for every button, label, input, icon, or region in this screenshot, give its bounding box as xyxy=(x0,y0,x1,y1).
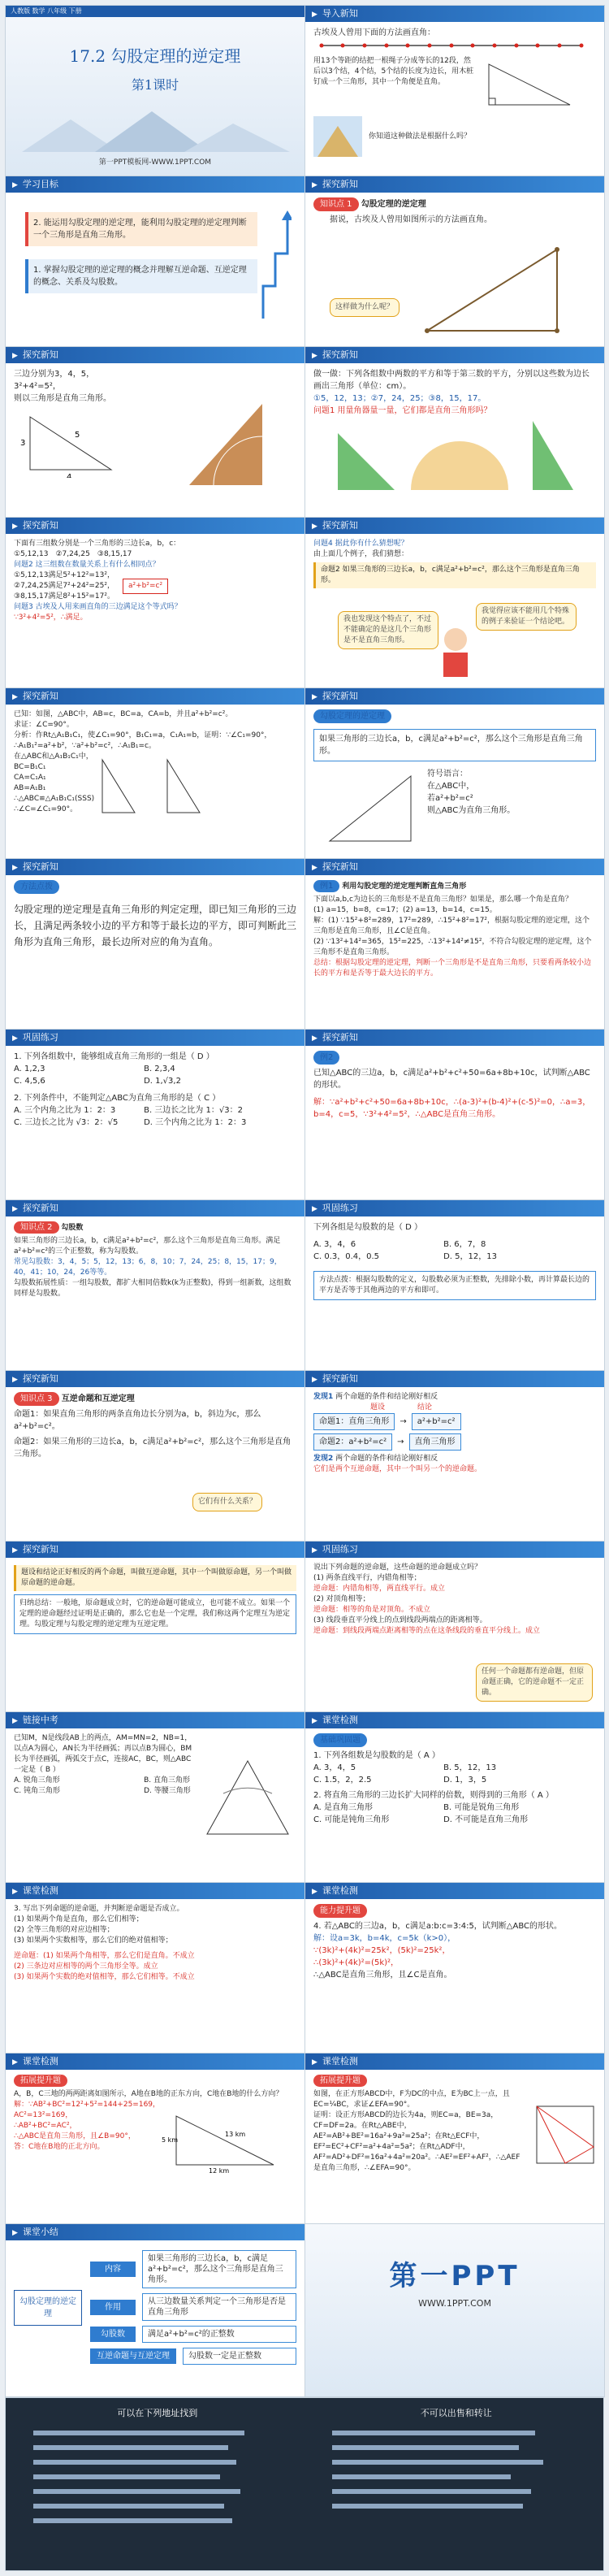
slide-header: ▶ 探究新知 xyxy=(6,688,304,705)
symbol-3: 则△ABC为直角三角形。 xyxy=(427,806,516,815)
proposition-2: 命题2 如果三角形的三边长a，b，c满足a²+b²=c²，那么这个三角形是直角三角形。 xyxy=(313,562,596,588)
slide-check3 xyxy=(304,1882,605,2056)
arrow-right-icon: → xyxy=(400,1417,407,1426)
slide-conjecture xyxy=(304,517,605,691)
option-1d[interactable]: D. 1，3，5 xyxy=(443,1776,487,1785)
question: 说出下列命题的逆命题，这些命题的逆命题成立吗？ xyxy=(313,1563,482,1572)
slide-345 xyxy=(5,346,305,520)
slide-title xyxy=(5,5,305,179)
method-tag: 方法点拨 xyxy=(14,880,59,894)
key-content: 内容 xyxy=(90,2262,136,2277)
speech-bubble-2: 我觉得应该不能用几个特殊的例子来验证一个结论吧。 xyxy=(476,603,577,631)
find-2-text: 两个命题的条件和结论刚好相反 xyxy=(335,1455,438,1463)
slide-check2 xyxy=(5,1882,305,2056)
slide-header: ▶ 课堂小结 xyxy=(6,2224,304,2240)
answer-1: 逆命题：(1) 如果两个角相等，那么它们是直角。不成立 xyxy=(14,1952,195,1960)
option-c[interactable]: C. 钝角三角形 xyxy=(14,1787,61,1795)
slide-proof xyxy=(5,687,305,861)
knowledge-title: 勾股定理的逆定理 xyxy=(361,200,426,209)
breadcrumb: 人教版 数学 八年级 下册 xyxy=(6,6,304,17)
slide-inverse-props xyxy=(5,1370,305,1544)
key-inverse: 互逆命题与互逆定理 xyxy=(90,2348,176,2364)
congruence-3: CA=C₁A₁ xyxy=(14,774,46,782)
slide-header: ▶ 探究新知 xyxy=(6,1371,304,1387)
slide-header: ▶ 课堂检测 xyxy=(305,2053,604,2070)
example-solution: 解：∵a²+b²+c²+50=6a+8b+10c，∴(a-3)²+(b-4)²+(c-5)²=0，∴a=3，b=4，c=5，∵3²+4²=5²，∴△ABC是直角三角形。 xyxy=(313,1098,591,1119)
slide-knowledge1 xyxy=(304,176,605,349)
stairs-arrow-icon xyxy=(259,209,292,323)
answer-q3: ∵3²+4²=5²，∴满足。 xyxy=(14,614,88,622)
congruence-5: ∴△ABC≌△A₁B₁C₁(SSS) xyxy=(14,795,95,803)
question: 4. 若△ABC的三边a，b，c满足a:b:c=3:4:5，试判断△ABC的形状。 xyxy=(313,1922,563,1931)
chevron-right-icon: ▶ xyxy=(12,1205,18,1213)
example-answer-2: (2) ∵13²+14²=365，15²=225，∴13²+14²≠15²，不符合勾股定理的逆定理，这个三角形不是直角三角形。 xyxy=(313,938,592,956)
exam-question: 已知M，N是线段AB上的两点，AM=MN=2，NB=1，以点A为圆心，AN长为半径画弧；再以点B为圆心，BM长为半径画弧，两弧交于点C，连接AC，BC，则△ABC一定是（ B ） xyxy=(14,1734,192,1774)
slide-header: ▶ 课堂检测 xyxy=(305,1712,604,1728)
slide-check4 xyxy=(5,2053,305,2227)
symbol-2: 若a²+b²=c² xyxy=(427,794,473,803)
chevron-right-icon: ▶ xyxy=(12,1546,18,1555)
chevron-right-icon: ▶ xyxy=(12,1034,18,1043)
item-1: (1) 两条直线平行，内错角相等； xyxy=(313,1574,421,1582)
slide-check1 xyxy=(304,1711,605,1885)
row-2: ②7,24,25 xyxy=(55,550,90,558)
speech-bubble-1: 我也发现这个特点了，不过不能确定的是这几个三角形是不是直角三角形。 xyxy=(338,611,438,649)
side-b-label: 4 xyxy=(67,473,72,478)
solution-1: 解：∵AB²+BC²=12²+5²=144+25=169， xyxy=(14,2101,161,2109)
option-2d[interactable]: D. 三个内角之比为 1：2：3 xyxy=(144,1118,247,1127)
triples-note: 勾股数拓展性质：一组勾股数，都扩大相同倍数k(k为正整数)，得到一组新数，这组数同样是勾股数。 xyxy=(14,1279,292,1298)
slide-method xyxy=(5,858,305,1032)
knowledge-tag: 知识点 1 xyxy=(313,197,359,211)
chevron-right-icon: ▶ xyxy=(12,181,18,189)
option-a[interactable]: A. 3，4，6 xyxy=(313,1240,356,1249)
option-1b[interactable]: B. 2,3,4 xyxy=(144,1065,175,1073)
chevron-right-icon: ▶ xyxy=(12,1717,18,1725)
chevron-right-icon: ▶ xyxy=(312,352,317,360)
slide-check5 xyxy=(304,2053,605,2227)
chevron-right-icon: ▶ xyxy=(12,2058,18,2066)
footer-link-list xyxy=(33,2431,277,2561)
knowledge-title: 互逆命题和互逆定理 xyxy=(61,1394,135,1403)
question: 如图，在正方形ABCD中，F为DC的中点，E为BC上一点，且EC=¼BC，求证∠EFA=90°。 xyxy=(313,2090,510,2109)
symbol-label: 符号语言： xyxy=(427,770,468,778)
slide-logo xyxy=(304,2223,605,2397)
brand-logo: 第一PPT xyxy=(389,2260,520,2292)
relation-bubble: 它们有什么关系？ xyxy=(192,1493,262,1511)
solution-4: ∴△ABC是直角三角形，且∠B=90°， xyxy=(14,2132,136,2140)
line-3: 则以三角形是直角三角形。 xyxy=(14,394,111,403)
theorem-tag: 勾股定理的逆定理 xyxy=(313,709,391,723)
chevron-right-icon: ▶ xyxy=(312,523,317,531)
item-2: (2) 全等三角形的对应边相等； xyxy=(14,1926,114,1934)
square-figure xyxy=(533,2102,598,2167)
definition: 题设和结论正好相反的两个命题，叫做互逆命题，其中一个叫做原命题，另一个叫做原命题的逆命题。 xyxy=(14,1565,296,1591)
option-1a[interactable]: A. 3，4，5 xyxy=(313,1763,356,1772)
try-list: ①5，12，13；②7，24，25；③8，15，17。 xyxy=(313,394,486,403)
question: A，B，C三地的两两距离如图所示，A地在B地的正东方向，C地在B地的什么方向？ xyxy=(14,2090,283,2098)
answer-3: ③8,15,17满足8²+15²=17²。 xyxy=(14,592,114,601)
congruence-2: BC=B₁C₁ xyxy=(14,763,46,771)
option-2a[interactable]: A. 是直角三角形 xyxy=(313,1803,374,1812)
slide-header: ▶ 探究新知 xyxy=(6,518,304,534)
example-summary: 总结：根据勾股定理的逆定理，判断一个三角形是不是直角三角形，只要看两条较小边长的平方和是否等于最大边长的平方。 xyxy=(313,959,592,978)
footer-left-title: 可以在下列地址找到 xyxy=(117,2408,198,2418)
prop2-cond: 命题2：a²+b²=c² xyxy=(313,1433,392,1451)
slide-pythag-triples xyxy=(5,1199,305,1373)
question-2: 问题2 这三组数在数量关系上有什么相同点？ xyxy=(14,561,160,569)
slide-practice2 xyxy=(304,1199,605,1373)
slide-header: ▶ 探究新知 xyxy=(305,1030,604,1046)
solution-3: ∴(3k)²+(4k)²=(5k)²， xyxy=(313,1958,400,1967)
solution-2: ∵(3k)²+(4k)²=25k²，(5k)²=25k²， xyxy=(313,1946,451,1955)
option-2d[interactable]: D. 不可能是直角三角形 xyxy=(443,1815,529,1824)
option-2c[interactable]: C. 可能是钝角三角形 xyxy=(313,1815,390,1824)
chevron-right-icon: ▶ xyxy=(12,693,18,701)
option-2c[interactable]: C. 三边长之比为 √3：2：√5 xyxy=(14,1118,119,1127)
chevron-right-icon: ▶ xyxy=(312,1888,317,1896)
option-b[interactable]: B. 6，7，8 xyxy=(443,1240,486,1249)
slide-exam xyxy=(5,1711,305,1885)
label-condition: 题设 xyxy=(370,1403,386,1412)
slide-header: ▶ 课堂检测 xyxy=(305,1883,604,1899)
chevron-right-icon: ▶ xyxy=(12,1376,18,1384)
slide-footer xyxy=(5,2397,604,2571)
lesson-subtitle: 第1课时 xyxy=(131,77,179,93)
congruence-1: 在△ABC和△A₁B₁C₁中， xyxy=(14,752,93,761)
chevron-right-icon: ▶ xyxy=(312,1376,317,1384)
pyramid-image xyxy=(313,116,362,157)
val-inverse: 勾股数一定是正整数 xyxy=(183,2348,296,2365)
question-4: 问题4 据此你有什么猜想呢？ xyxy=(313,540,408,548)
question-3: 问题3 古埃及人用来画直角的三边满足这个等式吗？ xyxy=(14,603,182,611)
footer-notice-list xyxy=(332,2431,576,2561)
slide-header: ▶ 探究新知 xyxy=(6,1542,304,1558)
knowledge-title: 勾股数 xyxy=(61,1224,84,1232)
brand-url[interactable]: WWW.1PPT.COM xyxy=(418,2298,491,2309)
key-usage: 作用 xyxy=(90,2300,136,2315)
congruence-4: AB=A₁B₁ xyxy=(14,784,46,792)
slide-header: ▶ 探究新知 xyxy=(305,688,604,705)
student-avatar xyxy=(435,623,476,680)
chevron-right-icon: ▶ xyxy=(12,523,18,531)
symbol-1: 在△ABC中， xyxy=(427,782,475,791)
knowledge-text: 据说，古埃及人曾用如图所示的方法画直角。 xyxy=(330,215,492,224)
option-c[interactable]: C. 0.3，0.4，0.5 xyxy=(313,1252,380,1261)
example-question: 下面以a,b,c为边长的三角形是不是直角三角形？如果是，那么哪一个角是直角？ xyxy=(313,896,572,904)
three-triangles xyxy=(313,417,590,494)
chevron-right-icon: ▶ xyxy=(312,1034,317,1043)
question: 3. 写出下列命题的逆命题，并判断逆命题是否成立。 xyxy=(14,1905,184,1913)
chevron-right-icon: ▶ xyxy=(12,1888,18,1896)
solution-5: 答：C地在B地的正北方向。 xyxy=(14,2143,105,2151)
distance-bc: 5 km xyxy=(162,2136,179,2144)
question-2: 2. 下列条件中，不能判定△ABC为直角三角形的是（ C ） xyxy=(14,1094,221,1103)
val-content: 如果三角形的三边长a，b，c满足a²+b²=c²，那么这个三角形是直角三角形。 xyxy=(142,2250,296,2288)
answer-2: (2) 三条边对应相等的两个三角形全等。成立 xyxy=(14,1962,158,1971)
row-3: ③8,15,17 xyxy=(97,550,132,558)
example-title: 利用勾股定理的逆定理判断直角三角形 xyxy=(342,883,467,891)
theorem-box: 如果三角形的三边长a，b，c满足a²+b²=c²，那么这个三角形是直角三角形。 xyxy=(313,729,596,761)
option-2b[interactable]: B. 可能是锐角三角形 xyxy=(443,1803,520,1812)
slide-header: ▶ 学习目标 xyxy=(6,176,304,193)
summary-center: 勾股定理的逆定理 xyxy=(14,2290,82,2326)
val-usage: 从三边数量关系判定一个三角形是否是直角三角形 xyxy=(142,2293,296,2321)
intro-text: 古埃及人曾用下面的方法画直角： xyxy=(313,28,435,37)
intro-description: 用13个等距的结把一根绳子分成等长的12段，然后以3个结，4个结，5个结的长度为边长，用木桩钉成一个三角形，其中一个角便是直角。 xyxy=(313,57,474,86)
prove: 求证：∠C=90°。 xyxy=(14,721,74,729)
chevron-right-icon: ▶ xyxy=(312,864,317,872)
triangle-abc xyxy=(313,768,427,849)
option-a[interactable]: A. 锐角三角形 xyxy=(14,1776,60,1785)
answer-2: 逆命题：相等的角是对顶角。不成立 xyxy=(313,1606,431,1614)
option-2a[interactable]: A. 三个内角之比为 1：2：3 xyxy=(14,1106,116,1115)
question-1: 1. 下列各组数中，能够组成直角三角形的一组是（ D ） xyxy=(14,1052,214,1061)
question-2: 2. 将直角三角形的三边长扩大同样的倍数，则得到的三角形（ A ） xyxy=(313,1791,554,1800)
option-1c[interactable]: C. 4,5,6 xyxy=(14,1077,45,1086)
solution: 证明：设正方形ABCD的边长为4a，则EC=a，BE=3a，CF=DF=2a。在Rt△ABE中，AE²=AB²+BE²=16a²+9a²=25a²；在Rt△ECF中，EF²=EC²+CF²=a²+4a²=5a²；在Rt△ADF中，AF²=AD²+DF²=16a²+4a²=20a²。∴AE²=EF²+AF²，∴△AEF是直角三角形，∴∠EFA=90°。 xyxy=(313,2111,520,2172)
chevron-right-icon: ▶ xyxy=(312,181,317,189)
slide-header: ▶ 课堂检测 xyxy=(6,1883,304,1899)
row-1: ①5,12,13 xyxy=(14,550,49,558)
rope-knots xyxy=(313,39,590,52)
item-2: (2) 对顶角相等； xyxy=(313,1595,370,1603)
level-tag: 能力提升题 xyxy=(313,1904,367,1918)
chevron-right-icon: ▶ xyxy=(12,864,18,872)
slide-header: ▶ 探究新知 xyxy=(305,859,604,875)
slide-example1 xyxy=(304,858,605,1032)
line-1: 三边分别为3，4，5， xyxy=(14,370,95,379)
proposition-2: 命题2：如果三角形的三边长a，b，c满足a²+b²=c²，那么这个三角形是直角三角形。 xyxy=(14,1438,292,1459)
slide-practice3 xyxy=(304,1541,605,1715)
distance-ac: 13 km xyxy=(225,2131,246,2138)
solution-3: ∴AB²+BC²=AC²， xyxy=(14,2122,77,2130)
find-1-text: 两个命题的条件和结论刚好相反 xyxy=(335,1393,438,1401)
slide-header: ▶ 探究新知 xyxy=(6,1200,304,1216)
level-tag: 拓展提升题 xyxy=(313,2075,367,2087)
try-question: 问题1 用量角器量一量，它们都是直角三角形吗？ xyxy=(313,406,492,415)
distance-ab: 12 km xyxy=(209,2167,230,2173)
level-tag: 基础巩固题 xyxy=(313,1733,367,1747)
slide-questions xyxy=(5,517,305,691)
solution-1: 解：设a=3k，b=4k，c=5k（k>0）， xyxy=(313,1934,456,1943)
prop1-cond: 命题1：直角三角形 xyxy=(313,1413,395,1430)
prop2-conc: 直角三角形 xyxy=(409,1433,461,1451)
chevron-right-icon: ▶ xyxy=(312,2058,317,2066)
footer-link[interactable]: 第一PPT模板网-WWW.1PPT.COM xyxy=(98,158,212,167)
option-d[interactable]: D. 等腰三角形 xyxy=(144,1787,191,1795)
example-params: (1) a=15，b=8，c=17；(2) a=13，b=14，c=15。 xyxy=(313,906,497,914)
chevron-right-icon: ▶ xyxy=(312,1717,317,1725)
right-triangle-figure xyxy=(481,56,578,113)
line-2: 3²+4²=5²， xyxy=(14,382,61,391)
slide-header: ▶ 链接中考 xyxy=(6,1712,304,1728)
given: 已知：如图，△ABC中，AB=c，BC=a，CA=b，并且a²+b²=c²。 xyxy=(14,710,233,718)
method-note: 方法点拨：根据勾股数的定义，勾股数必须为正整数，先排除小数，再计算最长边的平方是否等于其他两边的平方和即可。 xyxy=(313,1271,596,1300)
option-d[interactable]: D. 5，12，13 xyxy=(443,1252,497,1261)
example-tag: 例2 xyxy=(313,1051,339,1065)
goal-1: 1. 掌握勾股定理的逆定理的概念并理解互逆命题、互逆定理的概念、关系及勾股数。 xyxy=(25,259,257,293)
answer-1: 逆命题：内错角相等，两直线平行。成立 xyxy=(313,1585,446,1593)
slide-practice1 xyxy=(5,1029,305,1203)
answer-3: 逆命题：到线段两端点距离相等的点在这条线段的垂直平分线上。成立 xyxy=(313,1627,541,1635)
slide-example2 xyxy=(304,1029,605,1203)
triples-list: 常见勾股数：3，4，5；5，12，13；6，8，10；7，24，25；8，15，17；9，40，41；10，24，26等等。 xyxy=(14,1258,282,1277)
chevron-right-icon: ▶ xyxy=(312,1205,317,1213)
option-1b[interactable]: B. 5，12，13 xyxy=(443,1763,497,1772)
arrow-right-icon: → xyxy=(397,1438,404,1446)
rope-triangle-figure xyxy=(378,241,581,339)
slide-header: ▶ 探究新知 xyxy=(305,1371,604,1387)
slide-inverse-def xyxy=(5,1541,305,1715)
slide-summary xyxy=(5,2223,305,2397)
chevron-right-icon: ▶ xyxy=(12,352,18,360)
answer-1: ①5,12,13满足5²+12²=13²， xyxy=(14,571,114,579)
slide-header: ▶ 探究新知 xyxy=(305,518,604,534)
chevron-right-icon: ▶ xyxy=(312,693,317,701)
answer-2: ②7,24,25满足7²+24²=25²， xyxy=(14,582,114,590)
knowledge-tag: 知识点 2 xyxy=(14,1221,59,1234)
proposition-1: 命题1：如果直角三角形的两条直角边长分别为a，b，斜边为c，那么a²+b²=c²。 xyxy=(14,1410,261,1431)
map-triangle xyxy=(160,2100,282,2173)
find-1-label: 发现1 xyxy=(313,1393,334,1401)
slide-theorem xyxy=(304,687,605,861)
option-1c[interactable]: C. 1.5，2，2.5 xyxy=(313,1776,372,1785)
lesson-title: 17.2 勾股定理的逆定理 xyxy=(69,46,241,66)
analysis: 分析：作Rt△A₁B₁C₁，使∠C₁=90°，B₁C₁=a，C₁A₁=b，证明：∵∠C₁=90°，∴A₁B₁²=a²+b²，∵a²+b²=c²，∴A₁B₁=c。 xyxy=(14,731,272,750)
question-bubble: 这样做为什么呢？ xyxy=(330,298,400,317)
slide-header: ▶ 探究新知 xyxy=(305,176,604,193)
side-a-label: 3 xyxy=(20,439,26,448)
level-tag: 拓展提升题 xyxy=(14,2075,67,2087)
example-tag: 例1 xyxy=(313,880,339,892)
slide-header: ▶ 导入新知 xyxy=(305,6,604,22)
chevron-right-icon: ▶ xyxy=(12,2229,18,2237)
question: 下列各组是勾股数的是（ D ） xyxy=(313,1223,423,1232)
side-c-label: 5 xyxy=(75,431,80,440)
protractor-figure xyxy=(181,396,295,493)
solution-2: AC²=13²=169， xyxy=(14,2111,73,2119)
val-triples: 满足a²+b²=c²的正整数 xyxy=(142,2326,296,2343)
solution-4: ∴△ABC是直角三角形，且∠C是直角。 xyxy=(313,1971,452,1980)
slide-header: ▶ 探究新知 xyxy=(6,859,304,875)
try-text: 做一做：下列各组数中两数的平方和等于第三数的平方，分别以这些数为边长画出三角形（单位：cm）。 xyxy=(313,370,590,391)
option-2b[interactable]: B. 三边长之比为 1：√3：2 xyxy=(144,1106,243,1115)
slide-discover xyxy=(304,1370,605,1544)
slide-goals xyxy=(5,176,305,349)
item-3: (3) 如果两个实数相等，那么它们的绝对值相等； xyxy=(14,1936,173,1945)
slide-header: ▶ 巩固练习 xyxy=(6,1030,304,1046)
skyline-illustration xyxy=(22,111,290,152)
chevron-right-icon: ▶ xyxy=(312,1546,317,1555)
knowledge-tag: 知识点 3 xyxy=(14,1392,59,1406)
prop1-conc: a²+b²=c² xyxy=(412,1413,461,1430)
tip-bubble: 任何一个命题都有逆命题，但原命题正确，它的逆命题不一定正确。 xyxy=(476,1663,593,1702)
slide-header: ▶ 巩固练习 xyxy=(305,1542,604,1558)
option-b[interactable]: B. 直角三角形 xyxy=(144,1776,190,1785)
summary: 归纳总结：一般地，原命题成立时，它的逆命题可能成立，也可能不成立。如果一个定理的逆命题经过证明是正确的，那么它也是一个定理，我们称这两个定理互为逆定理。勾股定理与勾股定理的逆定理为互逆定理。 xyxy=(14,1594,296,1634)
two-triangles-figure xyxy=(94,752,216,817)
conjecture-text: 由上面几个例子，我们猜想： xyxy=(313,550,409,558)
slide-header: ▶ 课堂检测 xyxy=(6,2053,304,2070)
intro: 下面有三组数分别是一个三角形的三边长a，b，c： xyxy=(14,540,181,548)
option-1d[interactable]: D. 1,√3,2 xyxy=(144,1077,181,1086)
goal-2: 2. 能运用勾股定理的逆定理，能利用勾股定理的逆定理判断一个三角形是直角三角形。 xyxy=(25,212,257,246)
slide-try xyxy=(304,346,605,520)
arc-figure xyxy=(199,1745,296,1842)
answer-3: (3) 如果两个实数的绝对值相等，那么它们相等。不成立 xyxy=(14,1973,195,1981)
triangle-345 xyxy=(14,405,136,478)
example-question: 已知△ABC的三边a，b，c满足a²+b²+c²+50=6a+8b+10c，试判断△ABC的形状。 xyxy=(313,1069,590,1090)
item-1: (1) 如果两个角是直角，那么它们相等； xyxy=(14,1915,144,1923)
slide-intro xyxy=(304,5,605,179)
footer-right-title: 不可以出售和转让 xyxy=(420,2408,492,2418)
conclusion: 它们是两个互逆命题，其中一个叫另一个的逆命题。 xyxy=(313,1465,482,1473)
slide-header: ▶ 探究新知 xyxy=(6,347,304,363)
key-triples: 勾股数 xyxy=(90,2327,136,2342)
triples-text: 如果三角形的三边长a，b，c满足a²+b²=c²，那么这个三角形是直角三角形。满足a²+b²=c²的三个正整数，称为勾股数。 xyxy=(14,1237,281,1255)
formula-box: a²+b²=c² xyxy=(123,579,168,594)
question-1: 1. 下列各组数是勾股数的是（ A ） xyxy=(313,1751,440,1760)
intro-question: 你知道这种做法是根据什么吗？ xyxy=(369,132,472,141)
slide-header: ▶ 探究新知 xyxy=(305,347,604,363)
method-text: 勾股定理的逆定理是直角三角形的判定定理，即已知三角形的三边长，且满足两条较小边的平方和等于最长边的平方，即可判断此三角形为直角三角形，最长边所对应的角为直角。 xyxy=(14,904,297,948)
label-conclusion: 结论 xyxy=(417,1403,433,1412)
chevron-right-icon: ▶ xyxy=(312,11,317,19)
option-1a[interactable]: A. 1,2,3 xyxy=(14,1065,45,1073)
find-2-label: 发现2 xyxy=(313,1455,334,1463)
slide-header: ▶ 巩固练习 xyxy=(305,1200,604,1216)
congruence-6: ∴∠C=∠C₁=90°。 xyxy=(14,805,78,813)
item-3: (3) 线段垂直平分线上的点到线段两端点的距离相等。 xyxy=(313,1616,487,1624)
example-answer-1: 解：(1) ∵15²+8²=289，17²=289，∴15²+8²=17²，根据勾股定理的逆定理，这个三角形是直角三角形，且∠C是直角。 xyxy=(313,917,590,935)
